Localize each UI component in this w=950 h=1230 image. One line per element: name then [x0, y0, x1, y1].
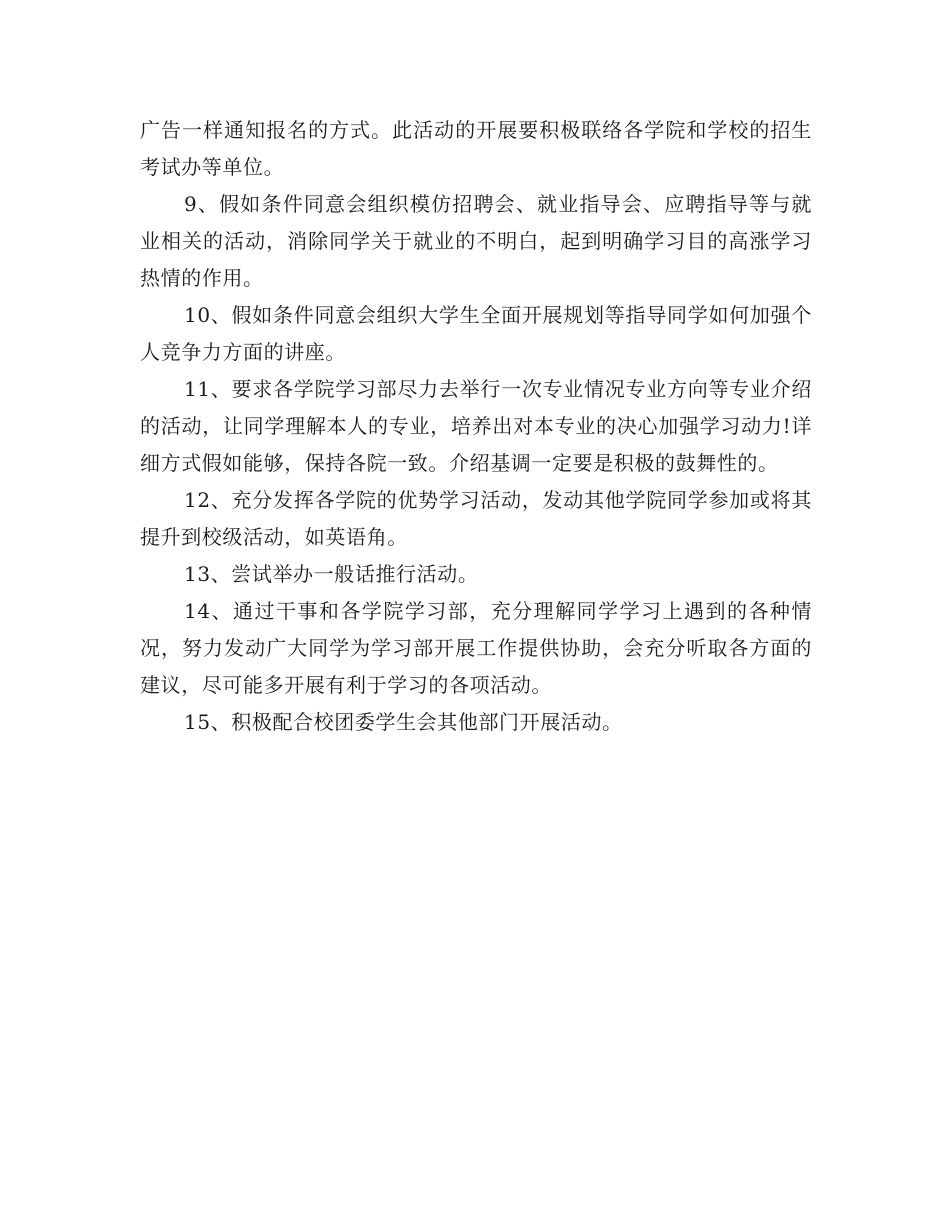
paragraph-item-10: 10、假如条件同意会组织大学生全面开展规划等指导同学如何加强个人竞争力方面的讲座。 — [140, 303, 812, 364]
paragraph-item-15: 15、积极配合校团委学生会其他部门开展活动。 — [184, 710, 623, 734]
paragraph-item-12: 12、充分发挥各学院的优势学习活动，发动其他学院同学参加或将其提升到校级活动，如英语角。 — [140, 488, 812, 549]
paragraph-item-14: 14、通过干事和各学院学习部，充分理解同学学习上遇到的各种情况，努力发动广大同学为学习部开展工作提供协助，会充分听取各方面的建议，尽可能多开展有利于学习的各项活动。 — [140, 599, 812, 697]
paragraph-continuation: 广告一样通知报名的方式。此活动的开展要积极联络各学院和学校的招生考试办等单位。 — [140, 118, 812, 179]
paragraph-item-11: 11、要求各学院学习部尽力去举行一次专业情况专业方向等专业介绍的活动，让同学理解本人的专业，培养出对本专业的决心加强学习动力!详细方式假如能够，保持各院一致。介绍基调一定要是积极的鼓舞性的。 — [140, 377, 812, 475]
paragraph-item-13: 13、尝试举办一般话推行活动。 — [184, 562, 479, 586]
paragraph-item-9: 9、假如条件同意会组织模仿招聘会、就业指导会、应聘指导等与就业相关的活动，消除同学关于就业的不明白，起到明确学习目的高涨学习热情的作用。 — [140, 192, 812, 290]
document-body — [140, 112, 812, 741]
